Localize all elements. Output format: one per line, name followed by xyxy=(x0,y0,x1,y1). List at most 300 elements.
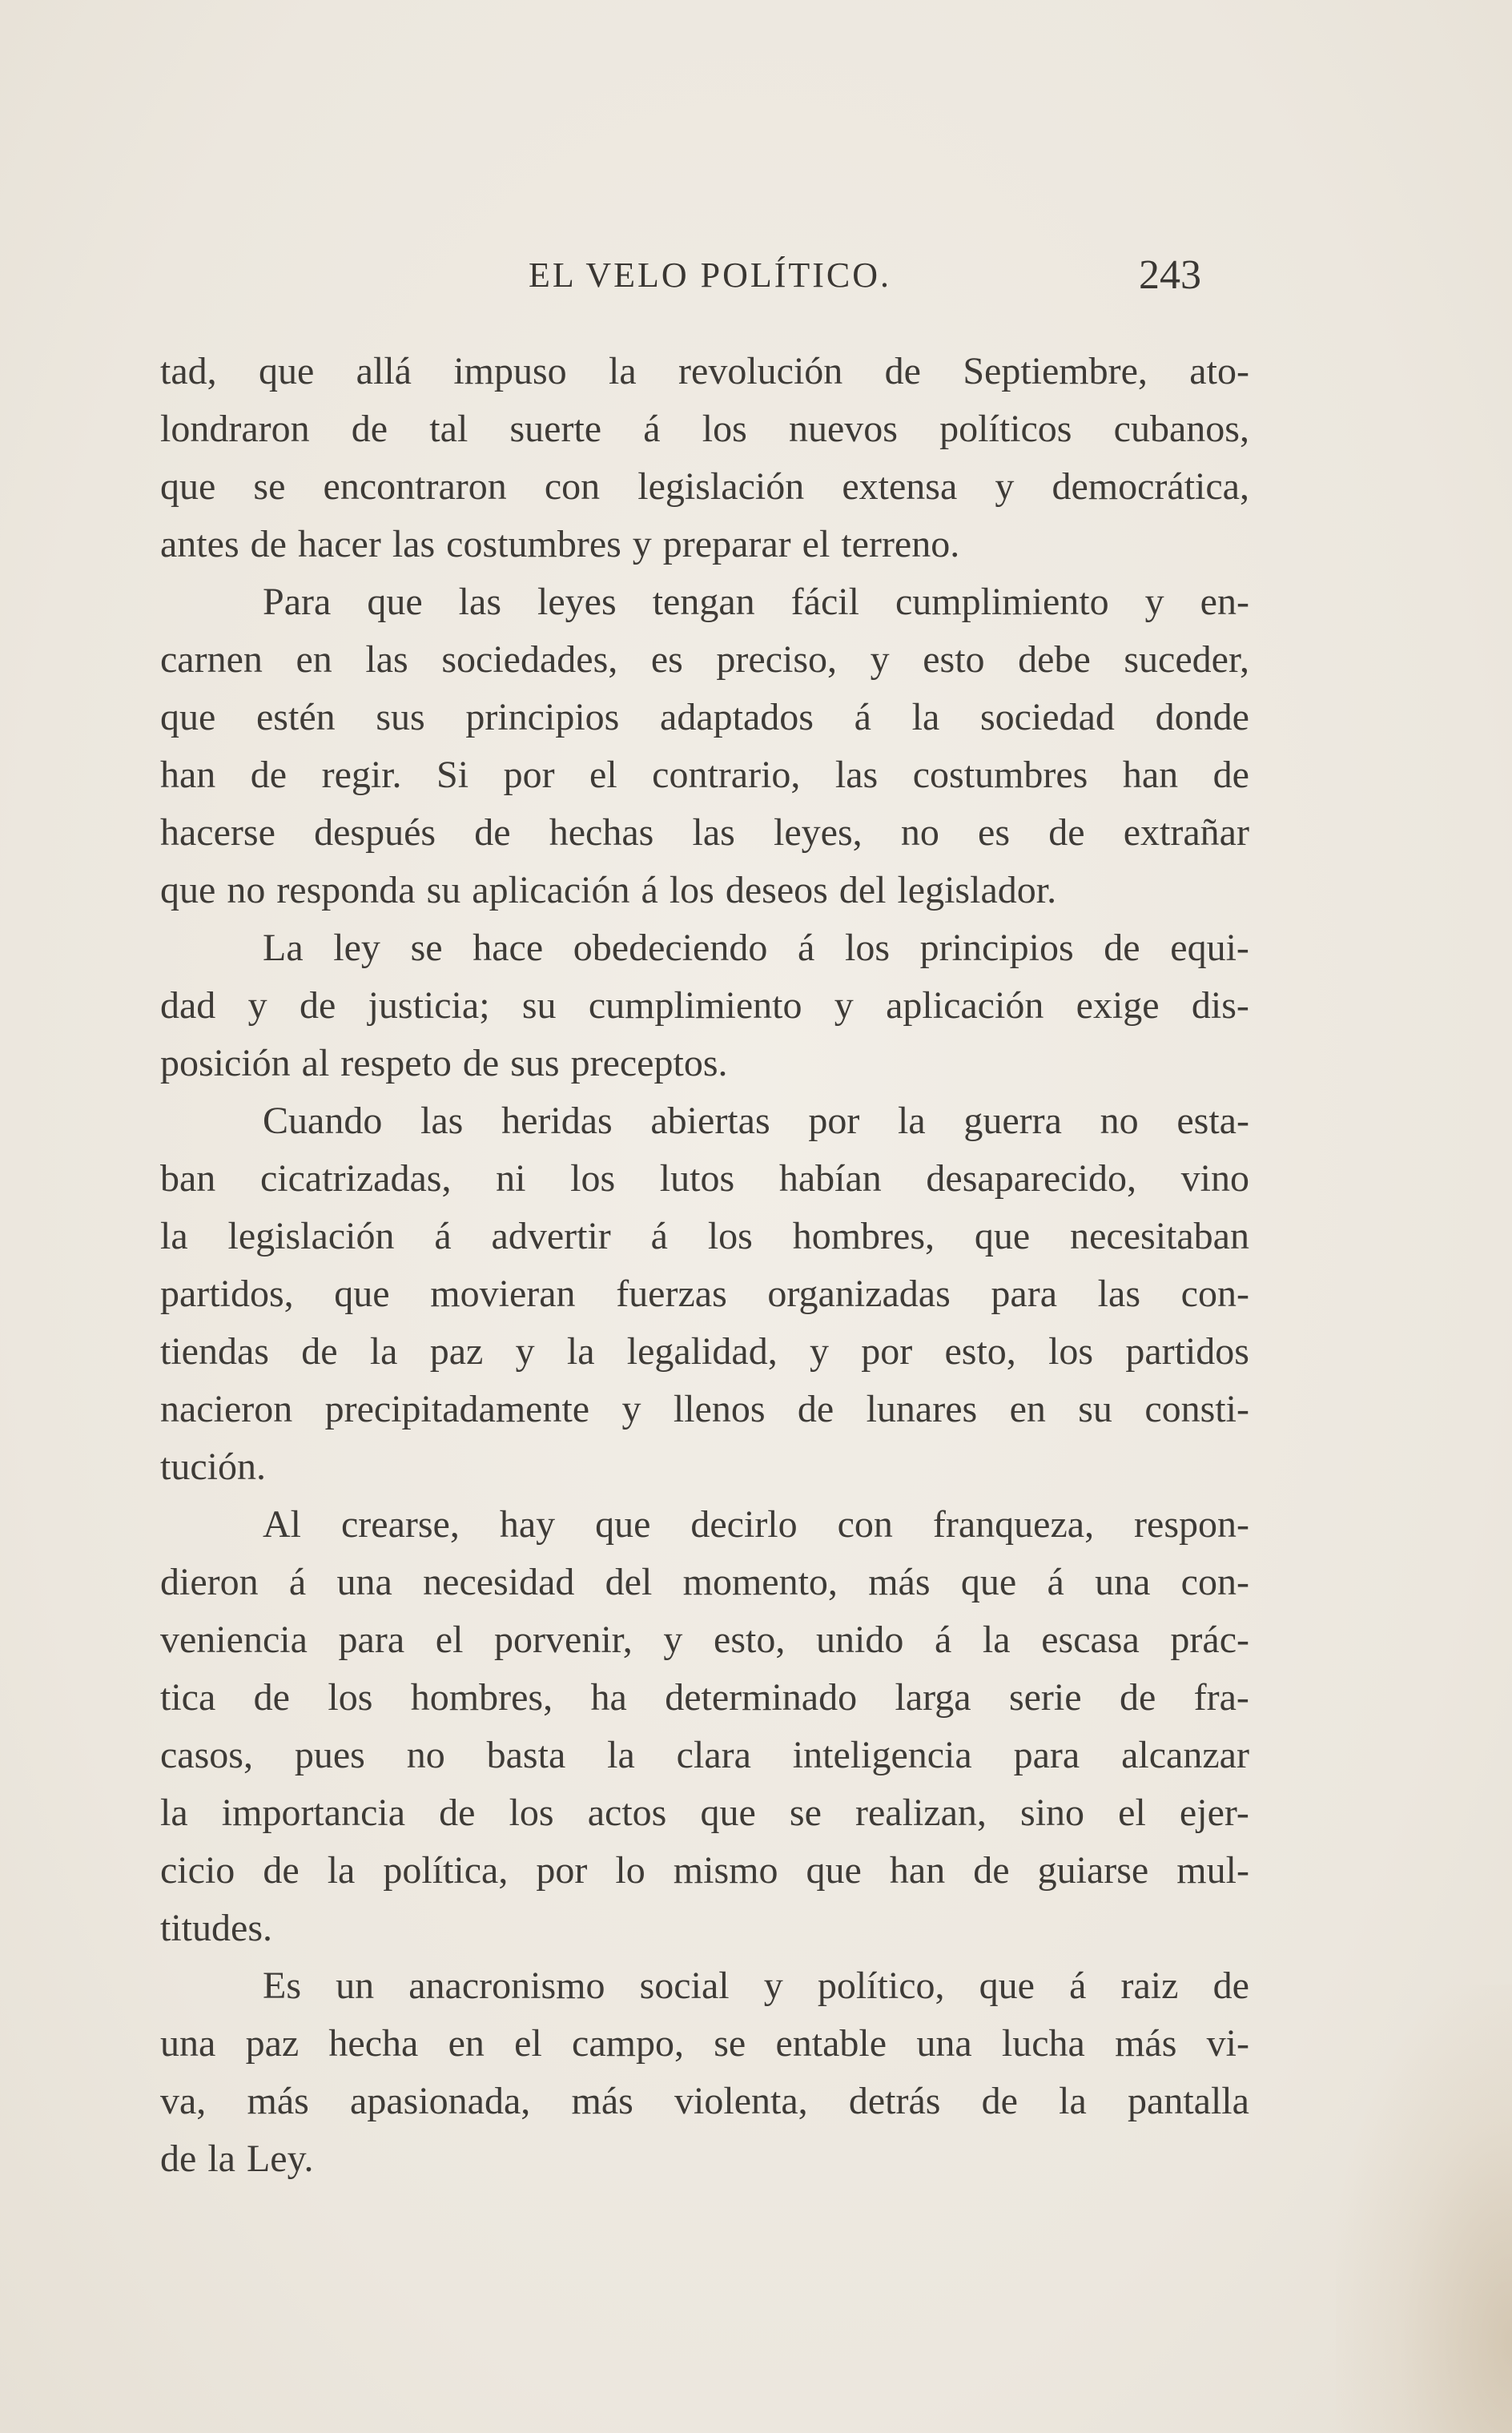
word: inteligencia xyxy=(792,1734,972,1776)
word: cumplimiento xyxy=(895,581,1109,623)
word: de xyxy=(439,1792,476,1834)
text-line xyxy=(160,1150,1249,1208)
word: legislación xyxy=(227,1215,395,1257)
word: suerte xyxy=(509,408,602,450)
word: de xyxy=(1104,927,1140,969)
text-line xyxy=(160,343,1249,400)
word: casos, xyxy=(160,1734,253,1776)
word: con xyxy=(837,1503,893,1546)
word: necesitaban xyxy=(1070,1215,1249,1257)
word: de xyxy=(253,1676,290,1719)
word: la xyxy=(207,2137,235,2180)
word: equi- xyxy=(1170,927,1249,969)
word: las xyxy=(365,638,408,681)
word: habían xyxy=(778,1157,882,1200)
word: dad xyxy=(160,984,216,1027)
word: tución. xyxy=(160,1446,266,1488)
word: movieran xyxy=(430,1273,576,1315)
word: porvenir, xyxy=(494,1619,633,1661)
text-line xyxy=(160,1381,1249,1438)
text-line xyxy=(160,516,1249,573)
word: tica xyxy=(160,1676,216,1719)
word: anacronismo xyxy=(408,1964,605,2007)
word: de xyxy=(474,811,511,854)
word: carnen xyxy=(160,638,263,681)
word: hace xyxy=(472,927,544,969)
word: una xyxy=(336,1561,392,1603)
word: pues xyxy=(294,1734,365,1776)
word: terreno. xyxy=(841,523,960,565)
word: que xyxy=(974,1215,1031,1257)
paper-stain xyxy=(1336,1985,1512,2433)
word: se xyxy=(410,927,443,969)
word: determinado xyxy=(665,1676,858,1719)
word: aplicación xyxy=(886,984,1044,1027)
word: la xyxy=(327,1849,356,1892)
word: con xyxy=(544,465,601,508)
word: sus xyxy=(376,696,425,738)
text-line xyxy=(160,1092,1249,1150)
word: y xyxy=(809,1330,829,1373)
word: que xyxy=(160,465,216,508)
word: londraron xyxy=(160,408,310,450)
word: hechas xyxy=(549,811,654,854)
running-title: EL VELO POLÍTICO. xyxy=(529,255,892,295)
word: esto xyxy=(923,638,985,681)
word: se xyxy=(789,1792,822,1834)
word: titudes. xyxy=(160,1907,272,1949)
body-text xyxy=(160,343,1249,2188)
text-line xyxy=(160,1784,1249,1842)
word: su xyxy=(521,984,557,1027)
word: revolución xyxy=(678,350,843,392)
text-line xyxy=(160,1208,1249,1265)
word: del xyxy=(605,1561,653,1603)
word: abiertas xyxy=(650,1100,770,1142)
text-line xyxy=(160,1554,1249,1611)
word: principios xyxy=(919,927,1074,969)
word: política, xyxy=(383,1849,509,1892)
word: mismo xyxy=(673,1849,778,1892)
word: legislación xyxy=(637,465,805,508)
word: crearse, xyxy=(340,1503,460,1546)
word: por xyxy=(536,1849,588,1892)
word: de xyxy=(884,350,921,392)
word: sus xyxy=(510,1042,560,1084)
text-line xyxy=(160,746,1249,804)
word: de xyxy=(263,1849,300,1892)
word: donde xyxy=(1155,696,1249,738)
word: una xyxy=(916,2022,972,2065)
word: unido xyxy=(815,1619,904,1661)
word: guiarse xyxy=(1037,1849,1149,1892)
word: democrática, xyxy=(1052,465,1249,508)
word: los xyxy=(509,1792,554,1834)
text-line xyxy=(160,977,1249,1035)
text-line xyxy=(160,2015,1249,2073)
word: y xyxy=(632,523,652,565)
word: las xyxy=(692,811,735,854)
word: á xyxy=(434,1215,452,1257)
word: cicatrizadas, xyxy=(259,1157,452,1200)
word: paz xyxy=(245,2022,300,2065)
word: y xyxy=(834,984,854,1027)
word: los xyxy=(570,1157,616,1200)
word: la xyxy=(160,1792,188,1834)
word: y xyxy=(621,1388,641,1430)
word: para xyxy=(1013,1734,1080,1776)
word: cicio xyxy=(160,1849,235,1892)
word: decirlo xyxy=(690,1503,798,1546)
word: exige xyxy=(1076,984,1160,1027)
word: de xyxy=(797,1388,834,1430)
word: debe xyxy=(1018,638,1091,681)
word: de xyxy=(250,523,287,565)
text-line xyxy=(160,400,1249,458)
word: advertir xyxy=(491,1215,611,1257)
word: heridas xyxy=(501,1100,613,1142)
word: por xyxy=(503,754,555,796)
word: no xyxy=(900,811,939,854)
word: principios xyxy=(465,696,620,738)
word: justicia; xyxy=(368,984,490,1027)
word: larga xyxy=(895,1676,971,1719)
text-line xyxy=(160,919,1249,977)
word: no xyxy=(406,1734,445,1776)
word: á xyxy=(1047,1561,1064,1603)
word: llenos xyxy=(673,1388,766,1430)
word: que xyxy=(367,581,423,623)
word: paz xyxy=(429,1330,484,1373)
word: respeto xyxy=(340,1042,452,1084)
word: la xyxy=(982,1619,1011,1661)
word: realizan, xyxy=(855,1792,987,1834)
word: guerra xyxy=(963,1100,1062,1142)
text-line xyxy=(160,1842,1249,1900)
word: políticos xyxy=(939,408,1072,450)
word: de xyxy=(351,408,388,450)
word: sino xyxy=(1020,1792,1085,1834)
word: actos xyxy=(587,1792,667,1834)
word: de xyxy=(301,1330,338,1373)
word: prác- xyxy=(1170,1619,1249,1661)
word: hecha xyxy=(328,2022,419,2065)
word: entable xyxy=(775,2022,887,2065)
word: los xyxy=(328,1676,373,1719)
text-line xyxy=(160,1265,1249,1323)
word: basta xyxy=(486,1734,566,1776)
word: regir. xyxy=(321,754,402,796)
word: la xyxy=(369,1330,398,1373)
word: á xyxy=(288,1561,307,1603)
word: hay xyxy=(499,1503,556,1546)
word: cumplimiento xyxy=(588,984,802,1027)
word: que xyxy=(960,1561,1017,1603)
word: precipitadamente xyxy=(324,1388,590,1430)
text-line xyxy=(160,1900,1249,1957)
word: y xyxy=(995,465,1015,508)
word: veniencia xyxy=(160,1619,308,1661)
word: necesidad xyxy=(423,1561,575,1603)
word: responda xyxy=(276,869,416,911)
word: tiendas xyxy=(160,1330,269,1373)
word: un xyxy=(336,1964,375,2007)
word: momento, xyxy=(682,1561,838,1603)
word: franqueza, xyxy=(932,1503,1095,1546)
word: esto, xyxy=(714,1619,786,1661)
word: vi- xyxy=(1206,2022,1249,2065)
word: más xyxy=(1115,2022,1177,2065)
word: cubanos, xyxy=(1113,408,1249,450)
text-line xyxy=(160,804,1249,862)
word: hombres, xyxy=(410,1676,553,1719)
word: se xyxy=(714,2022,746,2065)
word: que xyxy=(806,1849,862,1892)
word: obedeciendo xyxy=(573,927,768,969)
word: en xyxy=(448,2022,485,2065)
word: impuso xyxy=(453,350,567,392)
word: tal xyxy=(429,408,468,450)
word: ha xyxy=(590,1676,627,1719)
word: Para xyxy=(263,581,332,623)
word: preciso, xyxy=(716,638,838,681)
word: que xyxy=(259,350,315,392)
word: más xyxy=(247,2080,309,2122)
word: no xyxy=(227,869,266,911)
word: y xyxy=(247,984,267,1027)
word: han xyxy=(889,1849,946,1892)
word: que xyxy=(595,1503,651,1546)
word: las xyxy=(1097,1273,1140,1315)
word: escasa xyxy=(1041,1619,1140,1661)
word: va, xyxy=(160,2080,207,2122)
word: al xyxy=(301,1042,330,1084)
word: La xyxy=(263,927,304,969)
word: costumbres xyxy=(446,523,621,565)
word: partidos, xyxy=(160,1273,294,1315)
word: costumbres xyxy=(912,754,1088,796)
word: de xyxy=(462,1042,500,1084)
word: de xyxy=(1048,811,1085,854)
word: social xyxy=(639,1964,730,2007)
word: estén xyxy=(256,696,336,738)
word: Es xyxy=(263,1964,301,2007)
word: raiz xyxy=(1120,1964,1179,2007)
word: á xyxy=(854,696,871,738)
page-header xyxy=(160,252,1249,303)
word: y xyxy=(1144,581,1164,623)
word: partidos xyxy=(1125,1330,1249,1373)
word: respon- xyxy=(1134,1503,1249,1546)
word: y xyxy=(763,1964,783,2007)
word: con- xyxy=(1180,1273,1249,1315)
word: á xyxy=(934,1619,952,1661)
word: su xyxy=(426,869,461,911)
word: la xyxy=(898,1100,926,1142)
word: á xyxy=(798,927,815,969)
word: y xyxy=(870,638,890,681)
text-line xyxy=(160,2130,1249,2188)
word: aplicación xyxy=(472,869,630,911)
word: lutos xyxy=(659,1157,735,1200)
word: que xyxy=(160,869,216,911)
word: sociedad xyxy=(979,696,1115,738)
word: leyes, xyxy=(774,811,863,854)
word: las xyxy=(458,581,501,623)
word: de xyxy=(160,2137,197,2180)
word: extrañar xyxy=(1123,811,1249,854)
word: de xyxy=(981,2080,1018,2122)
word: ban xyxy=(160,1157,216,1200)
word: de xyxy=(250,754,288,796)
word: tad, xyxy=(160,350,217,392)
word: la xyxy=(911,696,940,738)
word: preparar xyxy=(662,523,791,565)
word: con- xyxy=(1180,1561,1249,1603)
word: Cuando xyxy=(263,1100,383,1142)
word: extensa xyxy=(842,465,958,508)
word: que xyxy=(700,1792,756,1834)
word: posición xyxy=(160,1042,291,1084)
word: lo xyxy=(615,1849,645,1892)
word: el xyxy=(435,1619,464,1661)
text-line xyxy=(160,689,1249,746)
word: Al xyxy=(263,1503,301,1546)
word: la xyxy=(160,1215,188,1257)
word: el xyxy=(514,2022,542,2065)
word: pantalla xyxy=(1128,2080,1249,2122)
text-line xyxy=(160,862,1249,919)
word: es xyxy=(978,811,1011,854)
word: no xyxy=(1100,1100,1139,1142)
word: de xyxy=(1119,1676,1156,1719)
word: serie xyxy=(1008,1676,1082,1719)
word: leyes xyxy=(537,581,617,623)
word: su xyxy=(1078,1388,1112,1430)
word: organizadas xyxy=(767,1273,951,1315)
word: las xyxy=(834,754,879,796)
word: que xyxy=(160,696,216,738)
word: mul- xyxy=(1176,1849,1249,1892)
word: á xyxy=(650,1215,668,1257)
word: los xyxy=(844,927,890,969)
word: nuevos xyxy=(788,408,898,450)
word: los xyxy=(669,869,714,911)
word: deseos xyxy=(725,869,828,911)
word: fácil xyxy=(790,581,859,623)
word: legislador. xyxy=(897,869,1057,911)
word: dis- xyxy=(1191,984,1249,1027)
word: más xyxy=(571,2080,633,2122)
word: tengan xyxy=(652,581,755,623)
text-line xyxy=(160,1035,1249,1092)
text-line xyxy=(160,1496,1249,1554)
word: adaptados xyxy=(660,696,814,738)
word: el xyxy=(802,523,830,565)
word: en xyxy=(1009,1388,1046,1430)
text-line xyxy=(160,1727,1249,1784)
word: el xyxy=(1118,1792,1146,1834)
word: por xyxy=(861,1330,913,1373)
word: por xyxy=(808,1100,860,1142)
word: que xyxy=(979,1964,1035,2007)
word: se xyxy=(253,465,286,508)
word: las xyxy=(420,1100,464,1142)
word: la xyxy=(1059,2080,1087,2122)
word: á xyxy=(641,869,658,911)
word: hacer xyxy=(297,523,381,565)
word: legalidad, xyxy=(626,1330,778,1373)
word: del xyxy=(838,869,887,911)
word: en- xyxy=(1200,581,1249,623)
word: las xyxy=(392,523,436,565)
word: esto, xyxy=(944,1330,1016,1373)
word: antes xyxy=(160,523,239,565)
word: para xyxy=(338,1619,405,1661)
word: hombres, xyxy=(792,1215,935,1257)
word: importancia xyxy=(221,1792,406,1834)
word: los xyxy=(707,1215,753,1257)
word: después xyxy=(314,811,436,854)
word: detrás xyxy=(848,2080,941,2122)
word: una xyxy=(1095,1561,1151,1603)
word: Septiembre, xyxy=(963,350,1148,392)
word: de xyxy=(1212,754,1249,796)
word: sociedades, xyxy=(441,638,618,681)
word: Ley. xyxy=(246,2137,314,2180)
word: consti- xyxy=(1144,1388,1249,1430)
text-line xyxy=(160,1957,1249,2015)
word: contrario, xyxy=(652,754,801,796)
page-number: 243 xyxy=(1139,252,1201,298)
word: apasionada, xyxy=(350,2080,531,2122)
word: los xyxy=(1048,1330,1094,1373)
word: el xyxy=(589,754,617,796)
word: desaparecido, xyxy=(926,1157,1136,1200)
word: para xyxy=(991,1273,1058,1315)
word: más xyxy=(868,1561,931,1603)
word: lunares xyxy=(866,1388,978,1430)
word: esta- xyxy=(1176,1100,1249,1142)
word: ejer- xyxy=(1179,1792,1249,1834)
word: una xyxy=(160,2022,216,2065)
word: encontraron xyxy=(323,465,507,508)
word: violenta, xyxy=(674,2080,808,2122)
word: y xyxy=(663,1619,683,1661)
text-line xyxy=(160,2073,1249,2130)
word: suceder, xyxy=(1124,638,1249,681)
word: es xyxy=(650,638,683,681)
text-line xyxy=(160,1438,1249,1496)
text-line xyxy=(160,573,1249,631)
word: ley xyxy=(333,927,380,969)
text-line xyxy=(160,1611,1249,1669)
word: alcanzar xyxy=(1121,1734,1249,1776)
word: la xyxy=(607,1734,635,1776)
word: la xyxy=(566,1330,595,1373)
word: á xyxy=(643,408,661,450)
word: de xyxy=(973,1849,1010,1892)
word: que xyxy=(334,1273,390,1315)
word: ni xyxy=(496,1157,526,1200)
word: la xyxy=(609,350,637,392)
word: vino xyxy=(1180,1157,1249,1200)
word: fuerzas xyxy=(616,1273,727,1315)
text-line xyxy=(160,1323,1249,1381)
word: lucha xyxy=(1001,2022,1085,2065)
word: dieron xyxy=(160,1561,259,1603)
word: de xyxy=(1212,1964,1249,2007)
